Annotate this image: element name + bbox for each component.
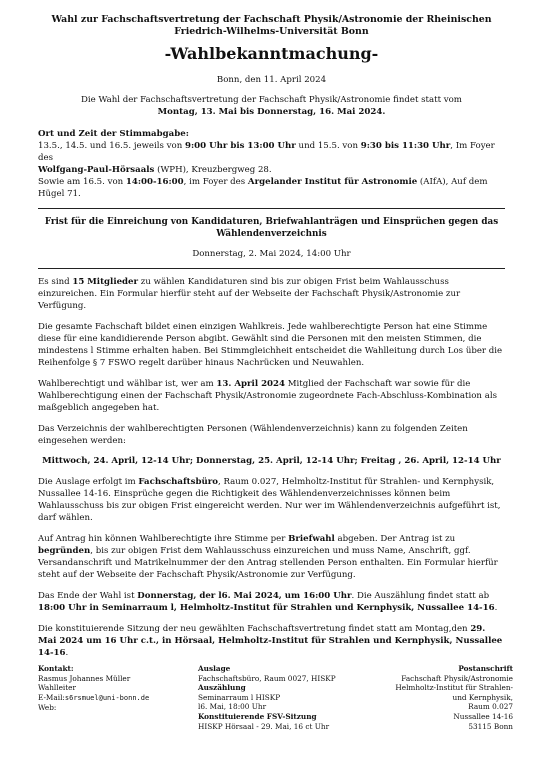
text: , im Foyer des [183,177,248,187]
text: zu wählen Kandidaturen sind bis zur obigen Frist beim Wahlausschuss einzureichen. Ein Formular hierfür steht auf der Webseite der Fachschaft Physik/Astronomie zur Verfügung. [38,277,461,311]
postal-line: und Kernphysik, [452,692,513,702]
eligibility-date: 13. April 2024 [216,379,285,389]
footer-display [198,664,394,731]
divider [38,208,505,209]
text: , Raum 0.027, Helmholtz-Institut für Strahlen- und Kernphysik, Nussallee 14-16. Einsprüche gegen die Richtigkeit des Wählendenverzeichnisses können beim Wahlausschuss bis zur obigen Frist eingereicht werden. Nur wer im Wählendenverzeichnis aufgeführt ist, darf wählen. [38,477,501,523]
counting-details: 18:00 Uhr in Seminarraum l, Helmholtz-Institut für Strahlen und Kernphysik, Nussallee 14-16 [38,603,495,613]
voting-heading: Ort und Zeit der Stimmabgabe: [38,129,189,139]
place-aifa: Argelander Institut für Astronomie [247,177,418,187]
main-title: -Wahlbekanntmachung- [164,44,379,63]
display-heading: Auslage [198,664,231,673]
count-line-1: Seminarraum l HISKP [198,692,281,702]
email-link[interactable]: s6rsmuel@uni-bonn.de [64,693,150,702]
text: Die konstituierende Sitzung der neu gewählten Fachschaftsvertretung findet statt am Montag,den [38,624,471,634]
session-details: 29. Mai 2024 um 16 Uhr c.t., in Hörsaal, Helmholtz-Institut für Strahlen und Kernphysik, Nussallee 14-16 [38,624,503,658]
session-heading: Konstituierende FSV-Sitzung [198,711,317,721]
count-heading: Auszählung [198,683,246,693]
inspection-times: Mittwoch, 24. April, 12-14 Uhr; Donnerstag, 25. April, 12-14 Uhr; Freitag , 26. April, 12-14 Uhr [42,456,501,466]
election-dates: Montag, 13. Mai bis Donnerstag, 16. Mai 2024. [157,107,386,117]
voting-line-2 [38,164,505,176]
paragraph-postal-vote [38,533,505,581]
place-wph: Wolfgang-Paul-Hörsaals [38,165,155,175]
postal-line: Nussallee 14-16 [453,711,513,721]
justify-term: begründen [38,546,91,556]
divider [38,268,505,269]
text: 13.5., 14.5. und 16.5. jeweils von [38,141,185,151]
text: , Im Foyer des [38,141,495,163]
intro-block [38,94,505,118]
election-title-line1: Wahl zur Fachschaftsvertretung der Fachschaft Physik/Astronomie der Rheinischen [51,14,492,25]
count-line-2: l6. Mai, 18:00 Uhr [198,702,267,712]
paragraph-display [38,476,505,524]
footer-postal [394,664,513,731]
contact-name: Rasmus Johannes Müller [38,673,131,683]
deadline-heading: Frist für die Einreichung von Kandidaturen, Briefwahlanträgen und Einsprüchen gegen das Wählendenverzeichnis [44,217,499,239]
time-1: 9:00 Uhr bis 13:00 Uhr [184,141,296,151]
voting-block [38,128,505,200]
contact-heading: Kontakt: [38,664,74,673]
text: , bis zur obigen Frist dem Wahlausschuss einzureichen und muss Name, Anschrift, ggf. Versandanschrift und Matrikelnummer der den Antrag stellenden Person enthalten. Ein Formular hierfür steht auf der Webseite der Fachschaft Physik/Astronomie zur Verfügung. [38,546,498,580]
text: . Die Auszählung findet statt ab [351,591,490,601]
voting-line-1 [38,140,505,164]
text: Das Ende der Wahl ist [38,591,138,601]
paragraph-election-end [38,590,505,614]
paragraph-constituent-session [38,623,505,659]
text: und 15.5. von [295,141,361,151]
text: . [494,603,498,613]
text: Es sind [38,277,73,287]
contact-role: Wahlleiter [38,683,76,693]
paragraph-register: Das Verzeichnis der wahlberechtigten Personen (Wählendenverzeichnis) kann zu folgenden Zeiten eingesehen werden: [38,424,468,446]
deadline-date: Donnerstag, 2. Mai 2024, 14:00 Uhr [192,249,351,259]
display-line: Fachschaftsbüro, Raum 0027, HISKP [198,673,336,683]
time-2: 9:30 bis 11:30 Uhr [360,141,451,151]
text: (WPH), Kreuzbergweg 28. [154,165,272,175]
text: Sowie am 16.5. von [38,177,126,187]
member-count: 15 Mitglieder [72,277,139,287]
time-3: 14:00-16:00 [125,177,184,187]
text: Auf Antrag hin können Wahlberechtigte ihre Stimme per [38,534,289,544]
postal-line: Helmholtz-Institut für Strahlen- [395,683,513,693]
contact-web-label: Web: [38,703,57,713]
display-place: Fachschaftsbüro [138,477,219,487]
paragraph-eligibility [38,378,505,414]
text: Wahlberechtigt und wählbar ist, wer am [38,379,217,389]
contact-email-row [38,693,198,704]
text: . [65,648,69,658]
text: Mitglied der Fachschaft war sowie für die Wahlberechtigung einen der Fachschaft Physik/Astronomie zugeordnete Fach-Abschluss-Kombination als maßgeblich angegeben hat. [38,379,497,413]
intro-text: Die Wahl der Fachschaftsvertretung der Fachschaft Physik/Astronomie findet statt vom [81,95,462,105]
postal-line: Raum 0.027 [468,702,513,712]
text: Die Auslage erfolgt im [38,477,139,487]
postal-vote-term: Briefwahl [288,534,335,544]
email-label: E-Mail: [38,692,65,702]
footer-contact [38,664,198,731]
election-end: Donnerstag, der l6. Mai 2024, um 16:00 Uhr [137,591,352,601]
postal-heading: Postanschrift [458,664,513,673]
paragraph-candidates [38,276,505,312]
place-date: Bonn, den 11. April 2024 [216,75,327,85]
election-title [38,14,505,38]
footer [38,664,513,731]
postal-line: Fachschaft Physik/Astronomie [401,673,513,683]
text: abgeben. Der Antrag ist zu [334,534,456,544]
postal-line: 53115 Bonn [468,721,513,731]
paragraph-electoral-district: Die gesamte Fachschaft bildet einen einzigen Wahlkreis. Jede wahlberechtigte Person hat eine Stimme diese für eine kandidierende Person abgibt. Gewählt sind die Personen mit den meisten Stimmen, die mindestens l Stimme erhalten haben. Bei Stimmgleichheit entscheidet die Wahlleitung durch Los über die Reihenfolge § 7 FSWO regelt darüber hinaus Nachrücken und Neuwahlen. [38,322,503,368]
session-line: HISKP Hörsaal - 29. Mai, 16 ct Uhr [198,721,330,731]
voting-line-3 [38,176,505,200]
election-title-line2: Friedrich-Wilhelms-Universität Bonn [174,26,369,37]
text: (AIfA), Auf dem Hügel 71. [38,177,488,199]
